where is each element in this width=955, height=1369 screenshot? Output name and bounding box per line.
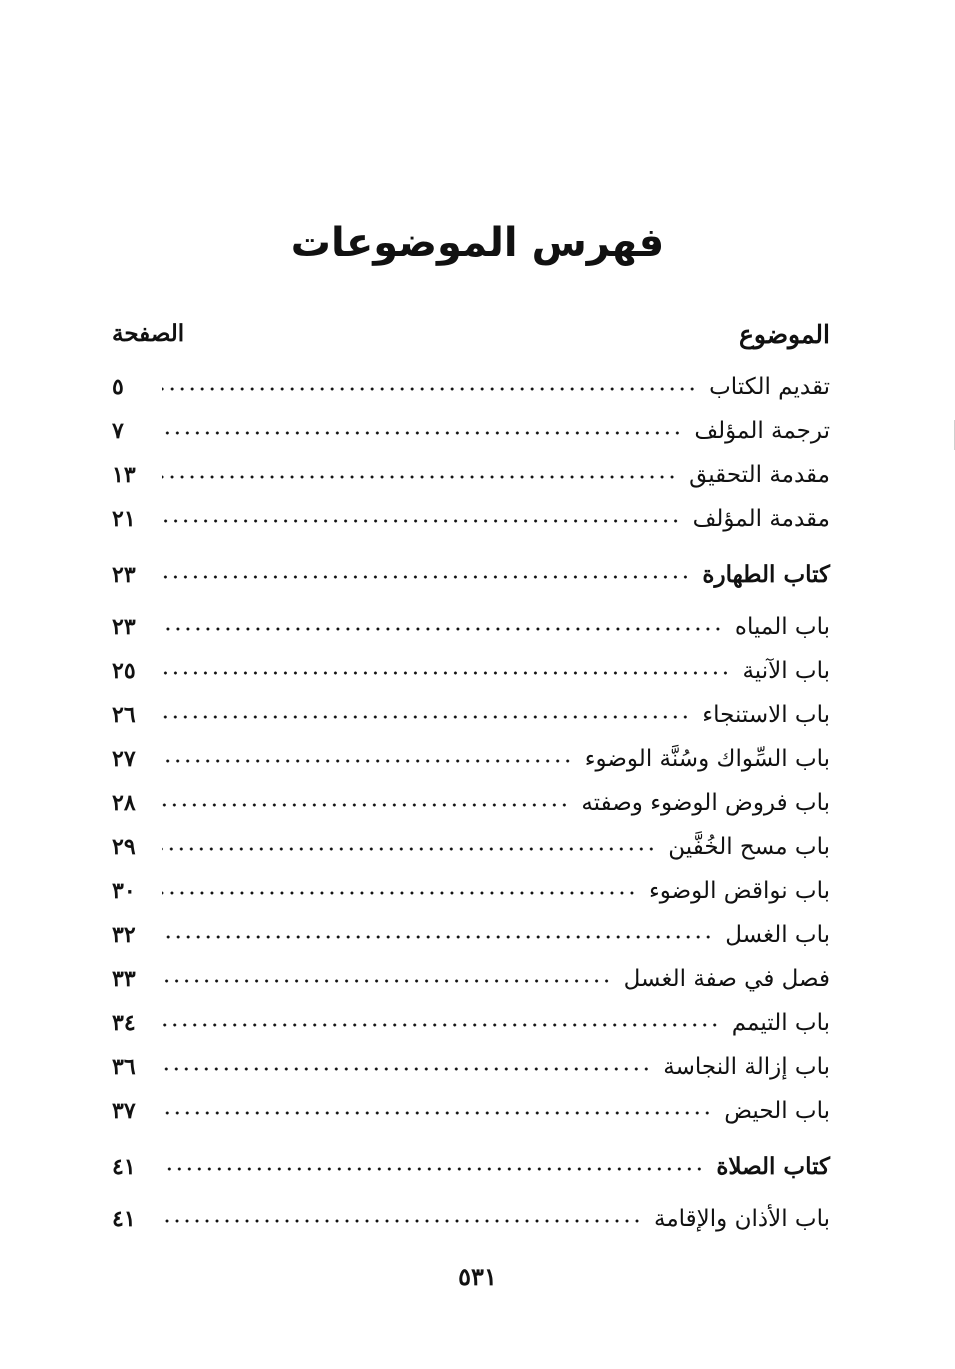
dot-leader [162,847,656,851]
dot-leader [162,1067,651,1071]
toc-entry-title: مقدمة التحقيق [689,462,830,488]
toc-entry-page: ٣٣ [112,966,136,992]
toc-entry-title: باب نواقض الوضوء [648,878,830,904]
toc-entry-page: ١٣ [112,462,136,488]
toc-entry-title: باب الاستنجاء [702,702,830,728]
dot-leader [162,1111,712,1115]
dot-leader [162,715,690,719]
dot-leader [162,627,723,631]
toc-entry-page: ٢٨ [112,790,136,816]
page-number: ٥٣١ [458,1262,497,1291]
dot-leader [162,671,730,675]
toc-entry-title: كتاب الطهارة [702,561,830,588]
toc-entry [112,866,830,904]
toc-entry [112,602,830,640]
dot-leader [162,1219,642,1223]
dot-leader [162,979,612,983]
toc-entry-page: ٢٣ [112,614,136,640]
toc-entry-title: باب المياه [734,614,830,640]
toc-entry-title: فصل في صفة الغسل [623,966,830,992]
toc-entry-title: باب إزالة النجاسة [663,1054,830,1080]
toc-entry-page: ٢٩ [112,834,136,860]
page-title: فهرس الموضوعات [290,220,665,266]
table-of-contents [112,0,830,1369]
dot-leader [162,935,713,939]
toc-entry [112,1194,830,1232]
toc-entry-title: باب الحيض [724,1098,830,1124]
toc-entry [112,822,830,860]
dot-leader [162,575,690,579]
dot-leader [162,803,569,807]
toc-entry-page: ٣٠ [112,878,136,904]
toc-entry-page: ٤١ [112,1206,136,1232]
toc-entry [112,450,830,488]
toc-entry-page: ٤١ [112,1154,136,1180]
toc-entry [112,1086,830,1124]
toc-entry-page: ٢١ [112,506,136,532]
toc-entry-title: باب الآنية [742,658,830,684]
toc-entry-title: تقديم الكتاب [709,374,830,400]
dot-leader [162,387,697,391]
toc-entry [112,734,830,772]
toc-entry-page: ٣٧ [112,1098,136,1124]
dot-leader [162,519,681,523]
toc-entry [112,954,830,992]
toc-entry [112,406,830,444]
toc-entry-title: باب السِّواك وسُنَّة الوضوء [584,746,830,772]
toc-entry-page: ٢٣ [112,562,136,588]
toc-entry-title: كتاب الصلاة [716,1153,830,1180]
toc-entry-page: ٢٧ [112,746,136,772]
toc-entry [112,494,830,532]
toc-entry [112,778,830,816]
dot-leader [162,475,677,479]
dot-leader [162,431,682,435]
dot-leader [162,1023,720,1027]
toc-entry-title: باب مسح الخُفَّين [668,834,830,860]
toc-entry [112,998,830,1036]
page-column-header: الصفحة [112,320,185,347]
toc-entry-page: ٢٦ [112,702,136,728]
toc-entry-page: ٣٤ [112,1010,136,1036]
toc-entry [112,1042,830,1080]
toc-section-heading [112,1142,830,1180]
dot-leader [162,759,573,763]
toc-entry [112,362,830,400]
toc-entry-page: ٧ [112,418,124,444]
dot-leader [162,891,637,895]
toc-entry-page: ٥ [112,374,124,400]
toc-entry-page: ٣٢ [112,922,136,948]
toc-entry-page: ٢٥ [112,658,136,684]
toc-entry-title: مقدمة المؤلف [692,506,830,532]
toc-entry-title: باب الغسل [725,922,830,948]
toc-entry [112,690,830,728]
toc-entry-title: باب الأذان والإقامة [654,1206,830,1232]
toc-entry [112,910,830,948]
toc-entry-title: باب التيمم [731,1010,830,1036]
dot-leader [162,1167,704,1171]
toc-entry-page: ٣٦ [112,1054,136,1080]
toc-entry-title: باب فروض الوضوء وصفته [581,790,830,816]
toc-section-heading [112,550,830,588]
topic-column-header: الموضوع [739,320,830,349]
toc-entry-title: ترجمة المؤلف [694,418,830,444]
toc-entry [112,646,830,684]
